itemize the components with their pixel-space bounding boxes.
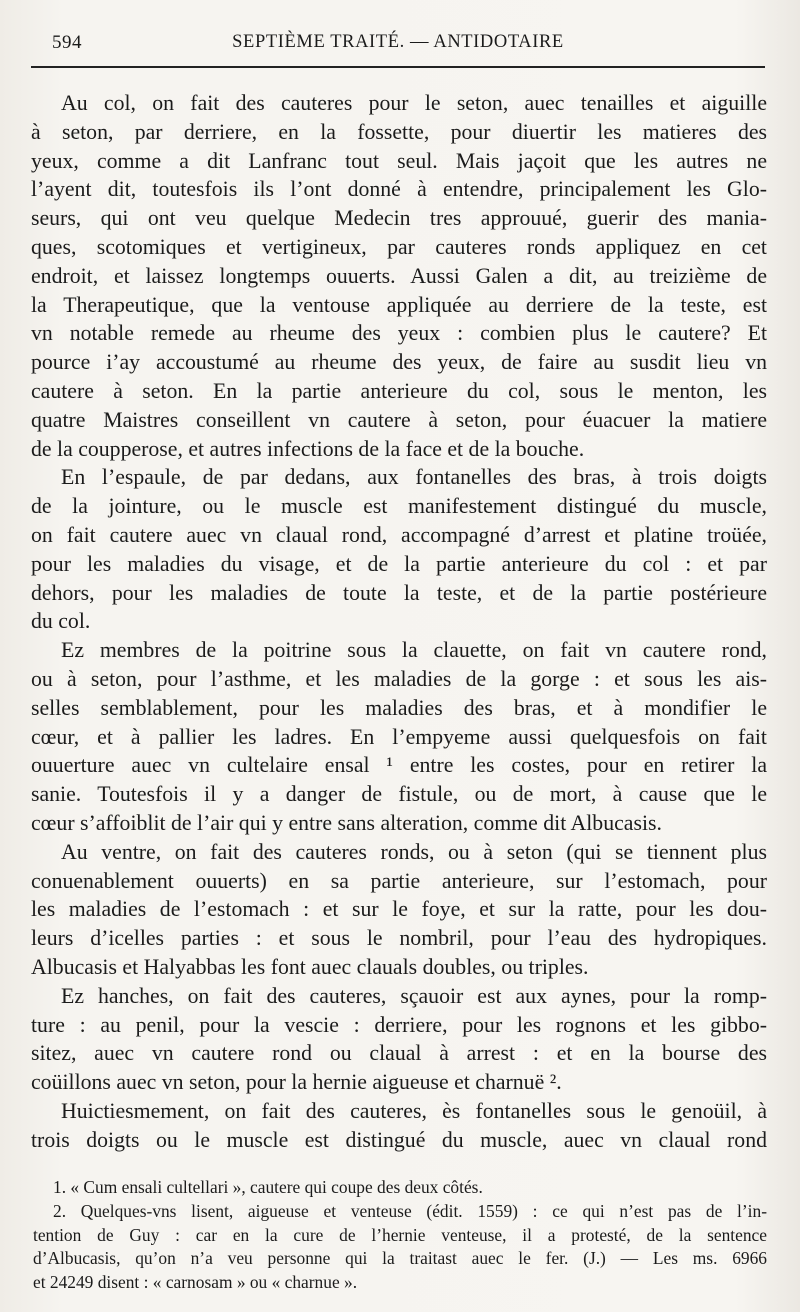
text-line: leurs d’icelles parties : et sous le nombril, pour l’eau des hydropiques.: [31, 926, 767, 951]
page-number: 594: [52, 32, 82, 53]
text-line: Ez membres de la poitrine sous la clauette, on fait vn cautere rond,: [61, 638, 767, 663]
text-line: à seton, par derriere, en la fossette, pour diuertir les matieres des: [31, 119, 767, 144]
text-line: cœur, et à pallier les ladres. En l’empyeme aussi quelquesfois on fait: [31, 724, 767, 749]
main-text: [31, 89, 767, 1154]
footnotes: [33, 1176, 767, 1295]
text-line: sitez, auec vn cautere rond ou claual à arrest : et en la bourse des: [31, 1041, 767, 1066]
footnote-line: 1. « Cum ensali cultellari », cautere qui coupe des deux côtés.: [53, 1177, 483, 1197]
text-line: de la coupperose, et autres infections de la face et de la bouche.: [31, 436, 585, 461]
text-line: cœur s’affoiblit de l’air qui y entre sans alteration, comme dit Albucasis.: [31, 810, 662, 835]
text-line: quatre Maistres conseillent vn cautere à seton, pour éuacuer la matiere: [31, 407, 767, 432]
text-line: ture : au penil, pour la vescie : derriere, pour les rognons et les gibbo-: [31, 1012, 767, 1037]
text-line: ouuerture auec vn cultelaire ensal ¹ entre les costes, pour en retirer la: [31, 753, 767, 778]
text-line: Au ventre, on fait des cauteres ronds, ou à seton (qui se tiennent plus: [61, 839, 767, 864]
text-line: de la jointure, ou le muscle est manifestement distingué du muscle,: [31, 494, 767, 519]
footnote-line: tention de Guy : car en la cure de l’hernie venteuse, il a protesté, de la sentence: [33, 1224, 767, 1245]
text-line: la Therapeutique, que la ventouse appliquée au derriere de la teste, est: [31, 292, 767, 317]
text-line: Huictiesmement, on fait des cauteres, ès fontanelles sous le genoüil, à: [61, 1098, 767, 1123]
text-line: cautere à seton. En la partie anterieure du col, sous le menton, les: [31, 378, 767, 403]
text-line: Ez hanches, on fait des cauteres, sçauoir est aux aynes, pour la romp-: [61, 983, 767, 1008]
text-line: conuenablement ouuerts) en sa partie anterieure, sur l’estomach, pour: [31, 868, 767, 893]
text-line: trois doigts ou le muscle est distingué du muscle, auec vn claual rond: [31, 1127, 767, 1152]
text-line: selles semblablement, pour les maladies des bras, et à mondifier le: [31, 695, 767, 720]
text-line: les maladies de l’estomach : et sur le foye, et sur la ratte, pour les dou-: [31, 897, 767, 922]
text-line: seurs, qui ont veu quelque Medecin tres approuué, guerir des mania-: [31, 206, 767, 231]
text-line: vn notable remede au rheume des yeux : combien plus le cautere? Et: [31, 321, 767, 346]
text-line: ques, scotomiques et vertigineux, par cauteres ronds appliquez en cet: [31, 234, 767, 259]
text-line: on fait cautere auec vn claual rond, accompagné d’arrest et platine troüée,: [31, 522, 767, 547]
text-line: du col.: [31, 609, 91, 634]
footnote-line: et 24249 disent : « carnosam » ou « charnue ».: [33, 1272, 358, 1293]
text-line: Albucasis et Halyabbas les font auec clauals doubles, ou triples.: [31, 954, 589, 979]
footnote-line: d’Albucasis, qu’on n’a veu personne qui la traitast auec le fer. (J.) — Les ms. 6966: [33, 1248, 767, 1269]
header-rule: [31, 66, 765, 68]
text-line: dehors, pour les maladies de toute la teste, et de la partie postérieure: [31, 580, 767, 605]
running-title: SEPTIÈME TRAITÉ. — ANTIDOTAIRE: [232, 32, 564, 52]
text-line: l’ayent dit, toutesfois ils l’ont donné à entendre, principalement les Glo-: [31, 177, 767, 202]
text-line: yeux, comme a dit Lanfranc tout seul. Mais jaçoit que les autres ne: [31, 148, 767, 173]
text-line: En l’espaule, de par dedans, aux fontanelles des bras, à trois doigts: [61, 465, 767, 490]
text-line: sanie. Toutesfois il y a danger de fistule, ou de mort, à cause que le: [31, 782, 767, 807]
text-line: endroit, et laissez longtemps ouuerts. Aussi Galen a dit, au treizième de: [31, 263, 767, 288]
text-line: ou à seton, pour l’asthme, et les maladies de la gorge : et sous les ais-: [31, 666, 767, 691]
footnote-line: 2. Quelques-vns lisent, aigueuse et venteuse (édit. 1559) : ce qui n’est pas de l’in-: [53, 1200, 767, 1221]
text-line: coüillons auec vn seton, pour la hernie aigueuse et charnuë ².: [31, 1070, 562, 1095]
text-line: pource i’ay accoustumé au rheume des yeux, de faire au susdit lieu vn: [31, 350, 767, 375]
text-line: Au col, on fait des cauteres pour le seton, auec tenailles et aiguille: [61, 91, 767, 115]
page-header: [30, 30, 766, 58]
text-line: pour les maladies du visage, et de la partie anterieure du col : et par: [31, 551, 767, 576]
